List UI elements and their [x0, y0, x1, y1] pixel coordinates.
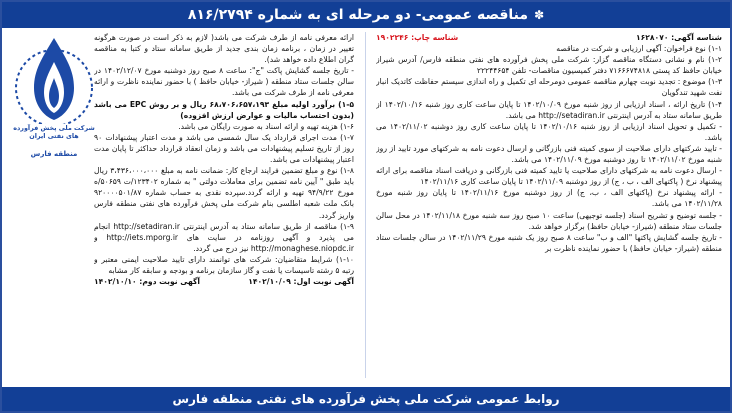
- clause-conditions: ۱-۱۰) شرایط متقاضیان: شرکت های توانمند دارای تایید صلاحیت ایمنی معتبر و رتبه ۵ رشته تاسیسات یا نفت و گاز سازمان برنامه و بودجه و سابقه کار مشابه: [94, 254, 354, 275]
- clause-type: ۱-۱) نوع فراخوان: آگهی ارزیابی و شرکت در مناقصه: [556, 44, 722, 54]
- footer-text: روابط عمومی شرکت ملی پخش فرآورده های نفتی منطقه فارس: [172, 392, 560, 406]
- logo-brand-text: شرکت ملی پخش فرآورده های نفتی ایران: [13, 124, 95, 140]
- publish-dates: [94, 276, 354, 287]
- clause-document-dates: ۱-۴) تاریخ ارائه ، اسناد ارزیابی از روز شنبه مورخ ۱۴۰۲/۱۰/۰۹ تا پایان ساعت کاری روز شنبه ۱۴۰۲/۱۰/۱۶ از طریق سامانه ستاد به آدرس اینترنتی http://setadiran.ir می باشد.: [376, 99, 722, 120]
- clause-estimate: ۱-۵) برآورد اولیه مبلغ ۶۸،۷۰۶،۶۵۷،۱۹۳ ریال و بر روش EPC می باشد (بدون احتساب مالیات و عوارض ارزش افزوده): [94, 99, 354, 120]
- clause-submission: - تکمیل و تحویل اسناد ارزیابی از روز شنبه ۱۴۰۲/۱۰/۱۶ تا پایان ساعت کاری روز دوشنبه ۱۴۰۲/۱۱/۰۲ می باشد.: [376, 121, 722, 142]
- ad-header: [2, 2, 730, 28]
- clause-intro-letter: ارائه معرفی نامه از طرف شرکت می باشد( لازم به ذکر است در صورت هرگونه تغییر در زمان ، برنامه زمان بندی جدید از طریق سامانه ستاد و کتبا به مناقصه گران اطلاع داده خواهد شد).: [94, 33, 354, 65]
- ad-id: شناسه آگهی: ۱۶۲۸۰۷۰: [636, 33, 722, 42]
- flame-icon: [12, 32, 96, 124]
- clause-opening-ab: - تاریخ جلسه گشایش پاکتها "الف و ب" ساعت ۸ صبح روز یک شنبه مورخ ۱۴۰۲/۱۱/۲۹ در سالن جلسات ستاد منطقه (شیراز- خیابان حافظ) با حضور نماینده ناظرت بر: [376, 232, 722, 253]
- print-id: شناسه چاپ: ۱۹۰۲۲۴۶: [376, 33, 459, 42]
- company-logo: [12, 32, 96, 162]
- meta-row: [376, 32, 722, 43]
- clause-qualification: - تایید شرکتهای دارای صلاحیت از سوی کمیته فنی بازرگانی و ارسال دعوت نامه به شرکتهای مورد تایید از روز شنبه مورخ ۱۴۰۲/۱۱/۰۲ تا روز دوشنبه مورخ ۱۴۰۲/۱۱/۰۹ می باشد.: [376, 143, 722, 165]
- ad-footer: [2, 387, 730, 411]
- column-divider: [365, 32, 366, 378]
- logo-region-text: منطقه فارس: [30, 150, 78, 158]
- clause-websites: ۱-۹) مناقصه از طریق سامانه ستاد به آدرس اینترنتی http://setadiran.ir انجام می پذیرد و آگهی روزنامه در سایت های http://iets.mporg.ir و http://monaghese.niopdc.ir نیز درج می گردد.: [94, 221, 354, 253]
- middle-column: [94, 32, 354, 380]
- clause-duration: ۱-۷) مدت اجرای قرارداد یک سال شمسی می باشد و مدت اعتبار پیشنهادات ۹۰ روز از تاریخ تسلیم پیشنهادات می باشد و زمان انعقاد قرارداد حداکثر تا پایان مدت اعتبار پیشنهادات می باشد.: [94, 132, 354, 165]
- clause-organizer: ۱-۲) نام و نشانی دستگاه مناقصه گزار: شرکت ملی پخش فرآورده های نفتی منطقه فارس/ آدرس شیراز خیابان حافظ کد پستی ۷۱۶۶۶۷۴۸۱۸ دفتر کمیسیون مناقصات- تلفن ۲۲۲۴۴۶۵۴: [376, 55, 722, 76]
- clause-price-offer: - ارائه پیشنهاد نرخ (پاکتهای الف ، ب، ج) از روز دوشنبه مورخ ۱۴۰۲/۱۱/۱۶ تا پایان روز شنبه مورخ ۱۴۰۲/۱۱/۲۸ می باشد.: [376, 188, 722, 209]
- star-icon: ✽: [534, 8, 545, 22]
- clause-subject: ۱-۳) موضوع : تجدید نوبت چهارم مناقصه عمومی دومرحله ای تکمیل و راه اندازی سیستم حفاظت کاتدیک انبار نفت شهید تندگویان: [376, 77, 722, 98]
- clause-briefing: - جلسه توضیح و تشریح اسناد (جلسه توجیهی) ساعت ۱۰ صبح روز سه شنبه مورخ ۱۴۰۲/۱۱/۱۸ در محل سالن جلسات ستاد منطقه (شیراز- خیابان حافظ) برگزار خواهد شد.: [376, 210, 722, 231]
- clause-invitation: - ارسال دعوت نامه به شرکتهای دارای صلاحیت یا تایید کمیته فنی بازرگانی و دریافت اسناد مناقصه برای ارائه پیشنهاد نرخ ( پاکتهای الف ، ب ، ج) از روز دوشنبه ۱۴۰۲/۱۱/۰۹ تا پایان ساعت کاری ۱۴۰۲/۱۱/۱۶: [376, 166, 722, 187]
- second-publish-date: آگهی نوبت دوم: ۱۴۰۲/۱۰/۱۰: [94, 277, 201, 287]
- clause-cost: ۱-۶) هزینه تهیه و ارائه اسناد به صورت رایگان می باشد.: [178, 121, 354, 131]
- clause-opening-c: - تاریخ جلسه گشایش پاکت "ج": ساعت ۸ صبح روز دوشنبه مورخ ۱۴۰۲/۱۲/۰۷ در سالن جلسات ستاد منطقه ( شیراز- خیابان حافظ ) با حضور نماینده ناظرت و ارائه معرفی نامه از طرف شرکت می باشد.: [94, 66, 354, 98]
- right-column: [376, 32, 722, 380]
- tender-title: مناقصه عمومی- دو مرحله ای به شماره ۸۱۶/۲۷۹۴: [187, 7, 529, 23]
- first-publish-date: آگهی نوبت اول: ۱۴۰۲/۱۰/۰۹: [248, 277, 354, 287]
- clause-guarantee: ۱-۸) نوع و مبلغ تضمین فرایند ارجاع کار: ضمانت نامه به مبلغ ۳،۴۳۶،۰۰۰،۰۰۰ ریال باید طبق " آیین نامه تضمین برای معاملات دولتی " به شماره ۱۲۳۴۰۲/ت ۵۰۶۵۹/ه مورخ ۹۴/۹/۲۲ تهیه و ارائه گردد.سپرده نقدی به حساب شماره ۹۲۰۰۰۰۵۰۱/۸۷ بانک ملت شعبه اطلسی بنام شرکت ملی پخش فرآورده های نفتی منطقه فارس واریز گردد.: [94, 166, 354, 220]
